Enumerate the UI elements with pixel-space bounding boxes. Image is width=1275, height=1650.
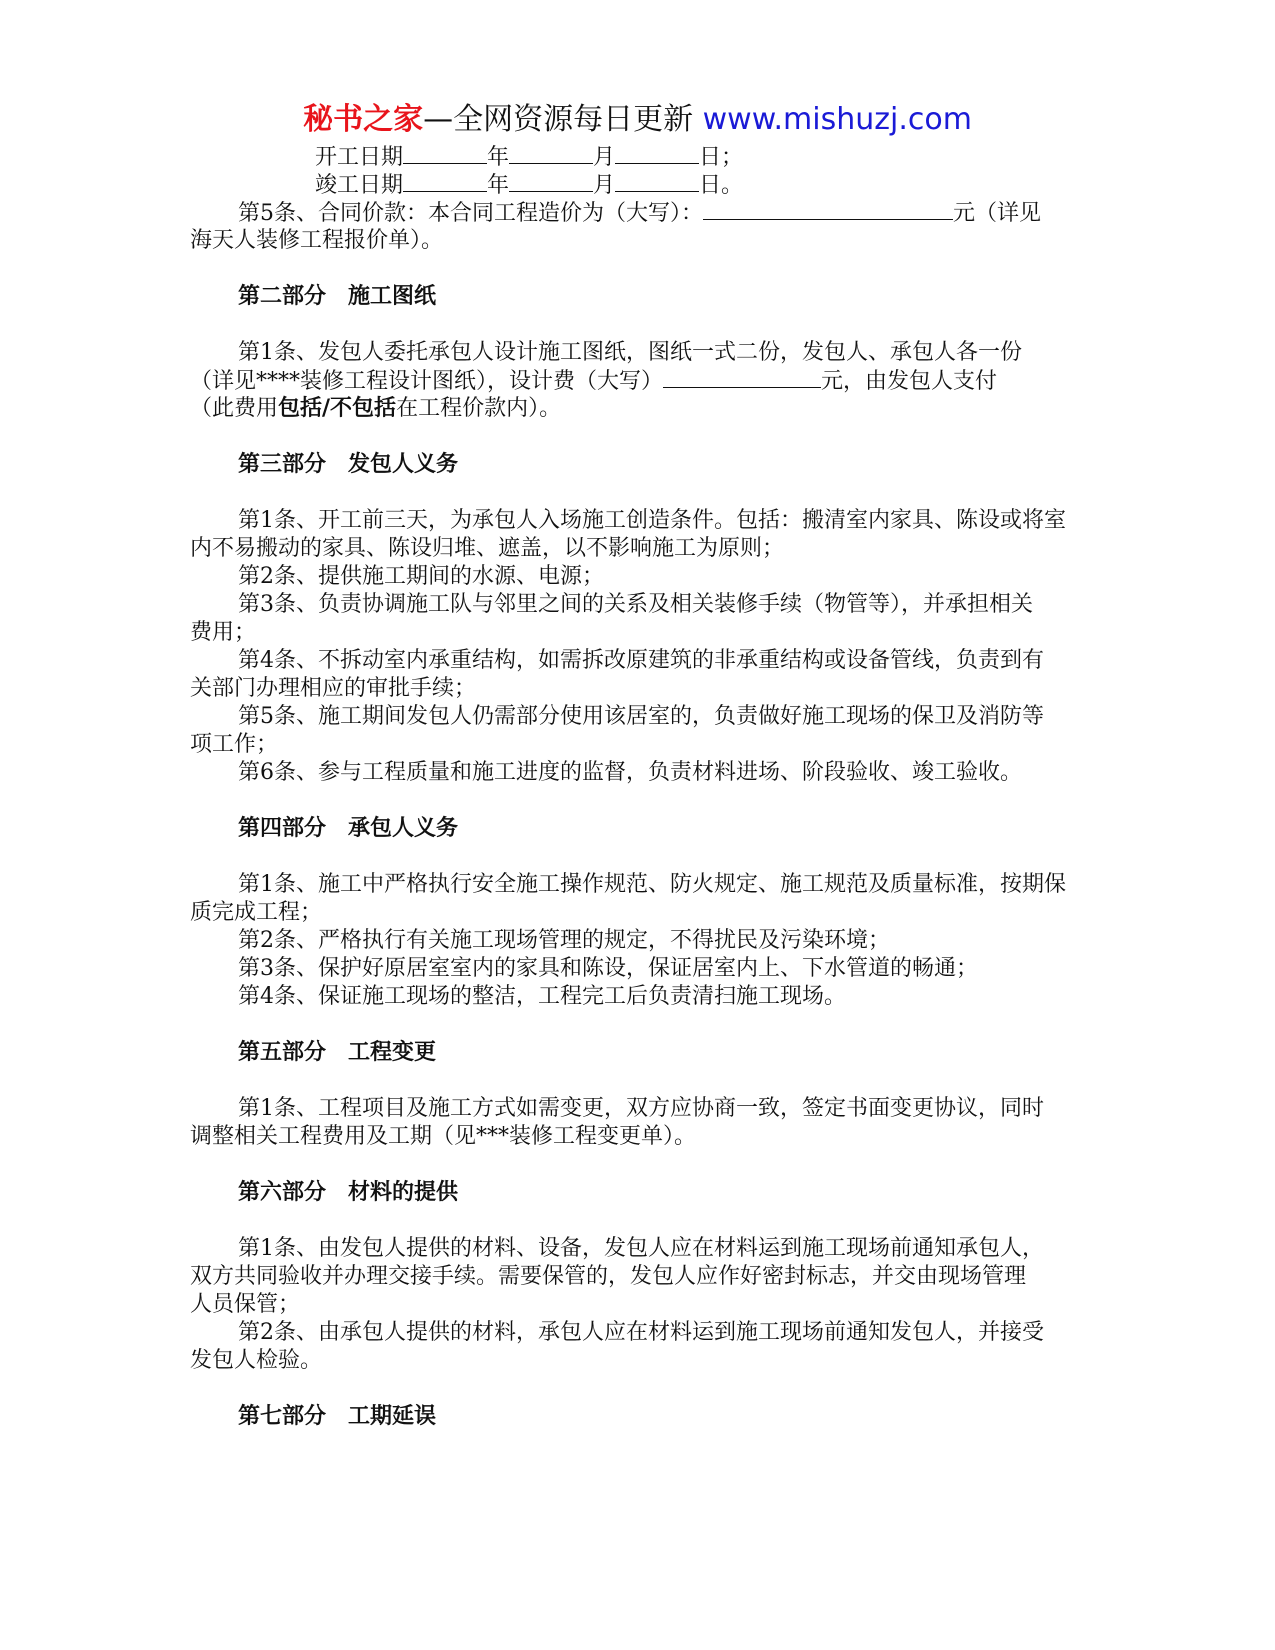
part3-line: 第5条、施工期间发包人仍需部分使用该居室的，负责做好施工现场的保卫及消防等 bbox=[238, 704, 1044, 729]
part3-line: 项工作； bbox=[190, 732, 279, 757]
part3-line: 关部门办理相应的审批手续； bbox=[190, 676, 477, 701]
banner-tagline: —全网资源每日更新 bbox=[423, 102, 703, 137]
part3-heading: 第三部分 发包人义务 bbox=[238, 452, 459, 477]
part4-line: 质完成工程； bbox=[190, 900, 323, 925]
part2-line bbox=[190, 367, 1130, 395]
include-exclude-option: 包括/不包括 bbox=[278, 396, 397, 421]
part6-line: 第1条、由发包人提供的材料、设备，发包人应在材料运到施工现场前通知承包人， bbox=[238, 1236, 1044, 1261]
part6-line: 双方共同验收并办理交接手续。需要保管的，发包人应作好密封标志，并交由现场管理 bbox=[190, 1264, 1027, 1289]
article5-text-end: 元（详见 bbox=[953, 201, 1042, 226]
part2-text: （详见****装修工程设计图纸），设计费（大写） bbox=[190, 369, 664, 394]
part2-text-end: 在工程价款内）。 bbox=[396, 396, 562, 421]
part5-line: 调整相关工程费用及工期（见***装修工程变更单）。 bbox=[190, 1124, 697, 1149]
part3-line: 第4条、不拆动室内承重结构，如需拆改原建筑的非承重结构或设备管线，负责到有 bbox=[238, 648, 1044, 673]
part3-line: 内不易搬动的家具、陈设归堆、遮盖，以不影响施工为原则； bbox=[190, 536, 785, 561]
part4-heading: 第四部分 承包人义务 bbox=[238, 816, 459, 841]
month-label: 月 bbox=[593, 173, 616, 198]
blank-month[interactable] bbox=[509, 143, 593, 164]
article5-text: 第5条、合同价款：本合同工程造价为（大写）： bbox=[238, 201, 703, 226]
site-banner bbox=[0, 100, 1275, 140]
part3-line: 第6条、参与工程质量和施工进度的监督，负责材料进场、阶段验收、竣工验收。 bbox=[238, 760, 1022, 785]
day-label: 日。 bbox=[699, 173, 744, 198]
article5-line2: 海天人装修工程报价单）。 bbox=[190, 228, 444, 253]
month-label: 月 bbox=[593, 145, 616, 170]
part2-line bbox=[190, 395, 1130, 423]
part2-heading: 第二部分 施工图纸 bbox=[238, 284, 437, 309]
part7-heading: 第七部分 工期延误 bbox=[238, 1404, 437, 1429]
part6-line: 人员保管； bbox=[190, 1292, 301, 1317]
day-label: 日； bbox=[699, 145, 744, 170]
part2-text-end: 元，由发包人支付 bbox=[821, 369, 998, 394]
part3-line: 第2条、提供施工期间的水源、电源； bbox=[238, 564, 604, 589]
part3-line: 费用； bbox=[190, 620, 257, 645]
part5-line: 第1条、工程项目及施工方式如需变更，双方应协商一致，签定书面变更协议，同时 bbox=[238, 1096, 1044, 1121]
end-date-label: 竣工日期 bbox=[315, 173, 404, 198]
part2-line: 第1条、发包人委托承包人设计施工图纸，图纸一式二份，发包人、承包人各一份 bbox=[238, 340, 1022, 365]
part3-line: 第1条、开工前三天，为承包人入场施工创造条件。包括：搬清室内家具、陈设或将室 bbox=[238, 508, 1066, 533]
part4-line: 第3条、保护好原居室室内的家具和陈设，保证居室内上、下水管道的畅通； bbox=[238, 956, 978, 981]
part2-text: （此费用 bbox=[190, 396, 279, 421]
banner-url[interactable]: www.mishuzj.com bbox=[702, 102, 972, 137]
blank-month[interactable] bbox=[509, 171, 593, 192]
banner-brand: 秘书之家 bbox=[303, 102, 424, 137]
part4-line: 第1条、施工中严格执行安全施工操作规范、防火规定、施工规范及质量标准，按期保 bbox=[238, 872, 1066, 897]
part3-line: 第3条、负责协调施工队与邻里之间的关系及相关装修手续（物管等），并承担相关 bbox=[238, 592, 1033, 617]
part6-line: 第2条、由承包人提供的材料，承包人应在材料运到施工现场前通知发包人，并接受 bbox=[238, 1320, 1044, 1345]
end-date-line bbox=[190, 171, 1130, 199]
part6-heading: 第六部分 材料的提供 bbox=[238, 1180, 459, 1205]
year-label: 年 bbox=[487, 173, 510, 198]
start-date-line bbox=[190, 143, 1130, 171]
blank-day[interactable] bbox=[615, 143, 699, 164]
year-label: 年 bbox=[487, 145, 510, 170]
part5-heading: 第五部分 工程变更 bbox=[238, 1040, 437, 1065]
part6-line: 发包人检验。 bbox=[190, 1348, 323, 1373]
blank-year[interactable] bbox=[403, 143, 487, 164]
part4-line: 第2条、严格执行有关施工现场管理的规定，不得扰民及污染环境； bbox=[238, 928, 890, 953]
start-date-label: 开工日期 bbox=[315, 145, 404, 170]
blank-contract-price[interactable] bbox=[703, 199, 953, 220]
contract-document bbox=[190, 143, 1130, 1431]
blank-year[interactable] bbox=[403, 171, 487, 192]
part4-line: 第4条、保证施工现场的整洁，工程完工后负责清扫施工现场。 bbox=[238, 984, 846, 1009]
article5-line1 bbox=[190, 199, 1130, 227]
blank-day[interactable] bbox=[615, 171, 699, 192]
blank-design-fee[interactable] bbox=[663, 367, 821, 388]
